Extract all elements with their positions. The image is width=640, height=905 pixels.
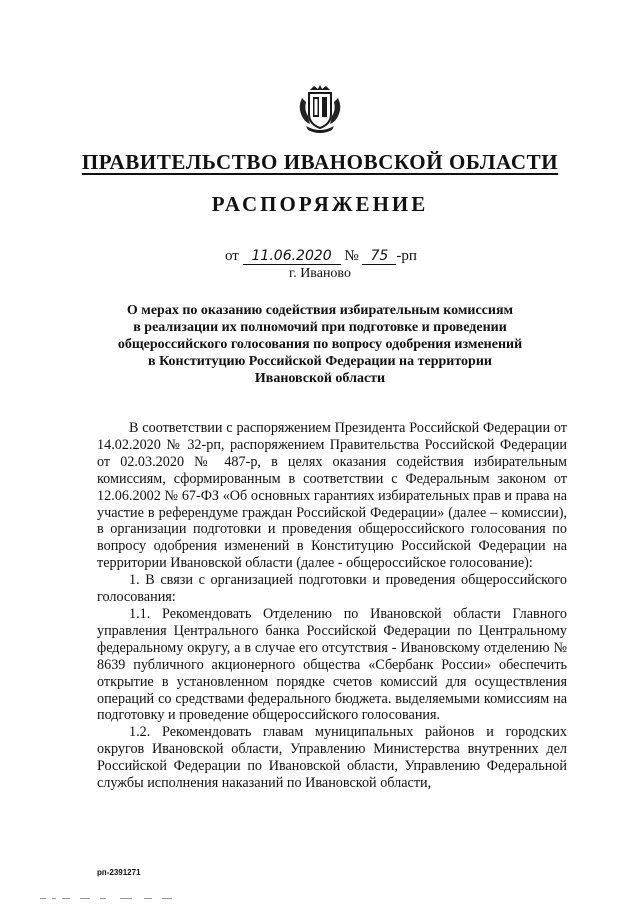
date-number-line bbox=[225, 248, 417, 265]
paragraph: 1.2. Рекомендовать главам муниципальных районов и городских округов Ивановской области, Управлению Министерства внутренних дел Российской Федерации по Ивановской области, Управлению Федеральной службы исполнения наказаний по Ивановской области, bbox=[97, 724, 567, 792]
heading-line: Ивановской области bbox=[254, 371, 386, 386]
document-type: РАСПОРЯЖЕНИЕ bbox=[211, 192, 429, 216]
number-suffix: -рп bbox=[396, 248, 417, 264]
heading-line: в реализации их полномочий при подготовке и проведении bbox=[133, 320, 507, 335]
date-prefix: от bbox=[225, 248, 239, 264]
scan-artifact bbox=[40, 897, 180, 901]
heading-line: общероссийского голосования по вопросу одобрения изменений bbox=[117, 337, 523, 352]
paragraph: В соответствии с распоряжением Президента Российской Федерации от 14.02.2020 № 32-рп, распоряжением Правительства Российской Федерации от 02.03.2020 № 487-р, в целях оказания содействия избирательным комиссиям, сформированным в соответствии с Федеральным законом от 12.06.2002 № 67-ФЗ «Об основных гарантиях избирательных прав и права на участие в референдуме граждан Российской Федерации» (далее – комиссии), в организации подготовки и проведения общероссийского голосования по вопросу одобрения изменений в Конституцию Российской Федерации на территории Ивановской области (далее - общероссийское голосование): bbox=[97, 420, 567, 572]
date-value: 11.06.2020 bbox=[243, 248, 341, 265]
document-heading bbox=[96, 302, 544, 387]
city: г. Иваново bbox=[289, 266, 351, 281]
footer-code: рп-2391271 bbox=[97, 868, 141, 877]
organization-title: ПРАВИТЕЛЬСТВО ИВАНОВСКОЙ ОБЛАСТИ bbox=[81, 150, 559, 174]
paragraph: 1.1. Рекомендовать Отделению по Ивановской области Главного управления Центрального банка Российской Федерации по Центральному федеральному округу, а в случае его отсутствия - Ивановскому отделению № 8639 публичного акционерного общества «Сбербанк России» обеспечить открытие в установленном порядке счетов комиссий для осуществления операций со средствами федерального бюджета. выделяемыми комиссиям на подготовку и проведение общероссийского голосования. bbox=[97, 605, 567, 724]
coat-of-arms-icon bbox=[296, 84, 344, 134]
heading-line: в Конституцию Российской Федерации на территории bbox=[148, 354, 492, 369]
document-body bbox=[97, 420, 567, 792]
heading-line: О мерах по оказанию содействия избирательным комиссиям bbox=[126, 303, 514, 318]
number-value: 75 bbox=[362, 248, 396, 265]
number-sign: № bbox=[344, 248, 359, 264]
paragraph: 1. В связи с организацией подготовки и проведения общероссийского голосования: bbox=[97, 572, 567, 606]
